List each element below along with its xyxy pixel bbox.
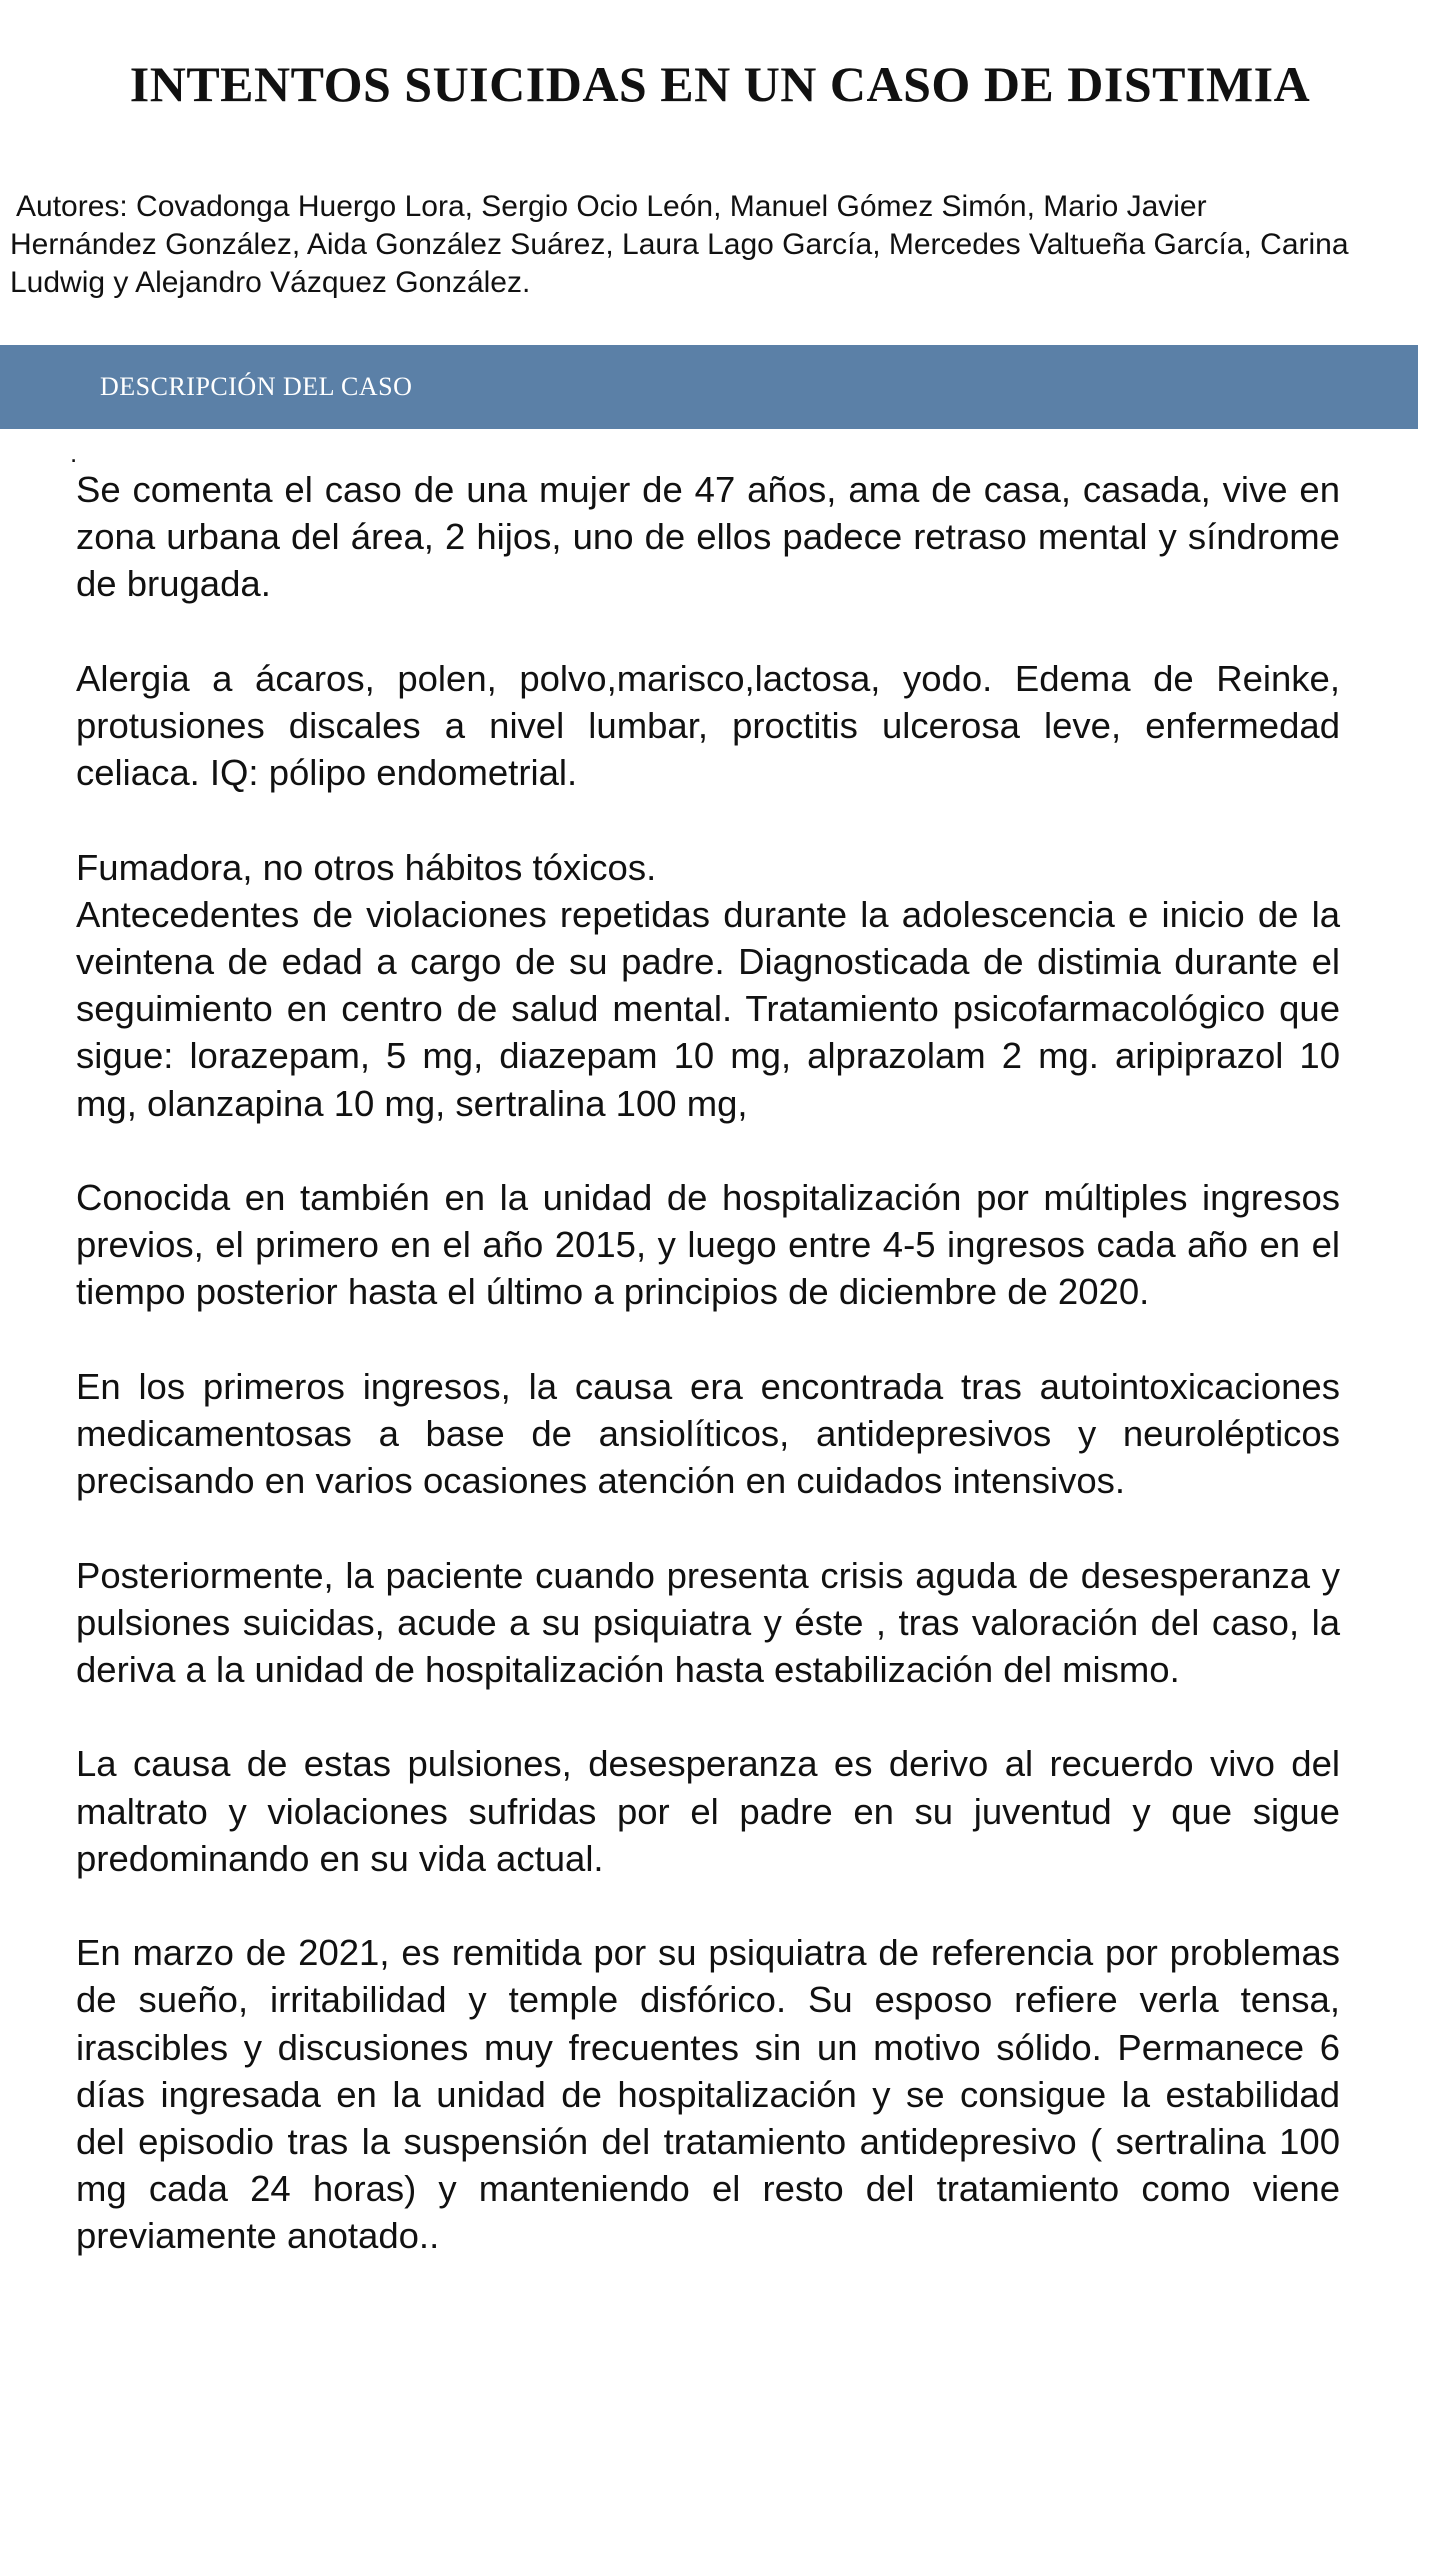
stray-dot: . [70, 438, 78, 468]
section-header-bar [0, 345, 1418, 429]
case-description-body [76, 466, 1340, 2307]
paragraph-previous-admissions: Conocida en también en la unidad de hospitalización por múltiples ingresos previos, el primero en el año 2015, y luego entre 4-5 ingresos cada año en el tiempo posterior hasta el último a principios de diciembre de 2020. [76, 1177, 1340, 1313]
paragraph-first-admissions: En los primeros ingresos, la causa era encontrada tras autointoxicaciones medicamentosas a base de ansiolíticos, antidepresivos y neurolépticos precisando en varios ocasiones atención en cuidados intensivos. [76, 1365, 1340, 1502]
paragraph-later-admissions: Posteriormente, la paciente cuando presenta crisis aguda de desesperanza y pulsiones suicidas, acude a su psiquiatra y éste , tras valoración del caso, la deriva a la unidad de hospitalización hasta estabilización del mismo. [76, 1554, 1340, 1690]
section-title: DESCRIPCIÓN DEL CASO [100, 372, 413, 401]
paragraph-cause: La causa de estas pulsiones, desesperanza es derivo al recuerdo vivo del maltrato y violaciones sufridas por el padre en su juventud y que sigue predominando en su vida actual. [76, 1743, 1340, 1879]
paragraph-background-treatment: Antecedentes de violaciones repetidas durante la adolescencia e inicio de la veintena de edad a cargo de su padre. Diagnosticada de distimia durante el seguimiento en centro de salud mental. Tratamiento psicofarmacológico que sigue: lorazepam, 5 mg, diazepam 10 mg, alprazolam 2 mg. aripiprazol 10 mg, olanzapina 10 mg, sertralina 100 mg, [76, 893, 1340, 1124]
paragraph-march-2021: En marzo de 2021, es remitida por su psiquiatra de referencia por problemas de sueño, irritabilidad y temple disfórico. Su esposo refiere verla tensa, irascibles y discusiones muy frecuentes sin un motivo sólido. Permanece 6 días ingresada en la unidad de hospitalización y se consigue la estabilidad del episodio tras la suspensión del tratamiento antidepresivo ( sertralina 100 mg cada 24 horas) y manteniendo el resto del tratamiento como viene previamente anotado.. [76, 1932, 1340, 2257]
paragraph-medical-history: Alergia a ácaros, polen, polvo,marisco,lactosa, yodo. Edema de Reinke, protusiones discales a nivel lumbar, proctitis ulcerosa leve, enfermedad celiaca. IQ: pólipo endometrial. [76, 657, 1340, 794]
paragraph-patient-profile: Se comenta el caso de una mujer de 47 años, ama de casa, casada, vive en zona urbana del área, 2 hijos, uno de ellos padece retraso mental y síndrome de brugada. [76, 469, 1340, 605]
paragraph-habits: Fumadora, no otros hábitos tóxicos. [76, 846, 657, 888]
authors-line: Autores: Covadonga Huergo Lora, Sergio Ocio León, Manuel Gómez Simón, Mario Javier Hernández González, Aida González Suárez, Laura Lago García, Mercedes Valtueña García, Carina Ludwig y Alejandro Vázquez González. [10, 190, 1349, 299]
document-title: INTENTOS SUICIDAS EN UN CASO DE DISTIMIA [129, 56, 1311, 112]
